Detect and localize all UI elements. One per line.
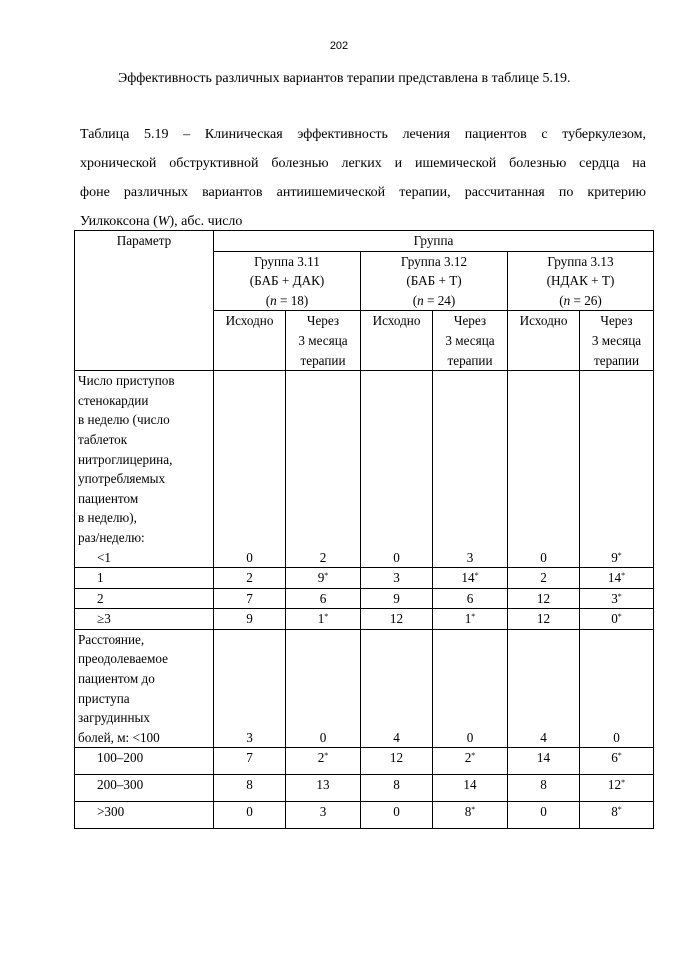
baseline-header: Исходно [214, 311, 286, 371]
significance-star: * [617, 591, 622, 601]
caption-text: ), абс. число [169, 214, 243, 229]
cell-value: 2* [286, 748, 361, 775]
cell-value: 3 [361, 568, 433, 589]
significance-star: * [471, 612, 476, 622]
significance-star: * [471, 751, 476, 761]
baseline-header: Исходно [508, 311, 580, 371]
significance-star: * [617, 751, 622, 761]
cell-value: 2 [286, 371, 361, 568]
significance-star: * [617, 805, 622, 815]
cell-value: 6* [580, 748, 654, 775]
cell-value: 0 [580, 629, 654, 748]
cell-value: 6 [433, 588, 508, 609]
cell-value: 2 [508, 568, 580, 589]
efficacy-table [74, 230, 654, 829]
cell-value: 14 [508, 748, 580, 775]
cell-value: 12 [361, 748, 433, 775]
caption-text: Уилкоксона ( [80, 214, 158, 229]
cell-value: 8 [214, 775, 286, 802]
significance-star: * [324, 751, 329, 761]
cell-value: 0 [286, 629, 361, 748]
empty-cell [75, 311, 214, 371]
significance-star: * [471, 805, 476, 815]
row-label: 1 [75, 568, 214, 589]
cell-value: 12* [580, 775, 654, 802]
cell-value: 0 [361, 802, 433, 829]
after-therapy-header: Через 3 месяца терапии [580, 311, 654, 371]
param-header: Параметр [75, 231, 214, 252]
cell-value: 1* [286, 609, 361, 630]
significance-star: * [621, 571, 626, 581]
caption-w-variable: W [157, 214, 170, 229]
cell-value: 4 [508, 629, 580, 748]
cell-value: 0 [214, 802, 286, 829]
row-label: 2 [75, 588, 214, 609]
cell-value: 7 [214, 588, 286, 609]
cell-value: 12 [508, 609, 580, 630]
empty-cell [75, 251, 214, 311]
table-row [75, 802, 654, 829]
cell-value: 6 [286, 588, 361, 609]
cell-value: 7 [214, 748, 286, 775]
group-therapy: (НДАК + Т) [546, 273, 615, 289]
subheader-row [75, 311, 654, 371]
after-therapy-header: Через 3 месяца терапии [286, 311, 361, 371]
row-label: 200–300 [75, 775, 214, 802]
group-name: Группа 3.13 [547, 253, 614, 269]
significance-star: * [474, 571, 479, 581]
table-row [75, 588, 654, 609]
cell-value: 0* [580, 609, 654, 630]
section-1-label: Число приступов стенокардии в неделю (число таблеток нитроглицерина, употребляемых пациентом в неделю), раз/неделю: <1 [75, 371, 214, 568]
cell-value: 14 [433, 775, 508, 802]
cell-value: 3* [580, 588, 654, 609]
cell-value: 1* [433, 609, 508, 630]
cell-value: 8* [433, 802, 508, 829]
cell-value: 0 [508, 802, 580, 829]
group-name: Группа 3.12 [400, 253, 468, 269]
group-header: Группа [214, 231, 654, 252]
significance-star: * [621, 778, 626, 788]
cell-value: 9 [214, 609, 286, 630]
cell-value: 14* [580, 568, 654, 589]
significance-star: * [324, 571, 329, 581]
cell-value: 9* [580, 371, 654, 568]
cell-value: 0 [433, 629, 508, 748]
group-name: Группа 3.11 [254, 253, 320, 269]
row-label: ≥3 [75, 609, 214, 630]
cell-value: 8 [361, 775, 433, 802]
group-3-11-header [214, 251, 361, 311]
caption-line: хронической обструктивной болезнью легких и ишемической болезнью сердца на [80, 156, 646, 171]
caption-line: фоне различных вариантов антиишемической терапии, рассчитанная по критерию [80, 185, 646, 200]
cell-value: 8 [508, 775, 580, 802]
significance-star: * [617, 550, 622, 560]
page-number: 202 [329, 40, 349, 52]
group-row [75, 251, 654, 311]
table-row [75, 568, 654, 589]
group-n: (n = 26) [559, 292, 602, 308]
header-row [75, 231, 654, 252]
cell-value: 9* [286, 568, 361, 589]
after-therapy-header: Через 3 месяца терапии [433, 311, 508, 371]
cell-value: 3 [214, 629, 286, 748]
cell-value: 9 [361, 588, 433, 609]
cell-value: 0 [214, 371, 286, 568]
table-row [75, 609, 654, 630]
row-label: 100–200 [75, 748, 214, 775]
group-n: (n = 18) [265, 292, 309, 308]
significance-star: * [324, 612, 329, 622]
group-3-13-header [508, 251, 654, 311]
cell-value: 12 [508, 588, 580, 609]
group-n: (n = 24) [412, 292, 456, 308]
intro-paragraph: Эффективность различных вариантов терапии представлена в таблице 5.19. [118, 71, 571, 86]
section-2-label: Расстояние, преодолеваемое пациентом до приступа загрудинных болей, м: <100 [75, 629, 214, 748]
cell-value: 2 [214, 568, 286, 589]
cell-value: 0 [361, 371, 433, 568]
cell-value: 3 [433, 371, 508, 568]
significance-star: * [617, 612, 622, 622]
cell-value: 8* [580, 802, 654, 829]
cell-value: 4 [361, 629, 433, 748]
group-therapy: (БАБ + ДАК) [249, 273, 325, 289]
cell-value: 2* [433, 748, 508, 775]
caption-line: Таблица 5.19 – Клиническая эффективность лечения пациентов с туберкулезом, [80, 127, 646, 142]
section-1-first-row [75, 371, 654, 568]
row-label: >300 [75, 802, 214, 829]
row-label: болей, м: <100 [78, 729, 160, 745]
group-therapy: (БАБ + Т) [406, 273, 462, 289]
cell-value: 13 [286, 775, 361, 802]
row-label: <1 [97, 549, 112, 565]
cell-value: 3 [286, 802, 361, 829]
table-row [75, 775, 654, 802]
baseline-header: Исходно [361, 311, 433, 371]
group-3-12-header [361, 251, 508, 311]
cell-value: 0 [508, 371, 580, 568]
cell-value: 14* [433, 568, 508, 589]
cell-value: 12 [361, 609, 433, 630]
table-row [75, 748, 654, 775]
table-caption [80, 120, 646, 236]
section-2-first-row [75, 629, 654, 748]
